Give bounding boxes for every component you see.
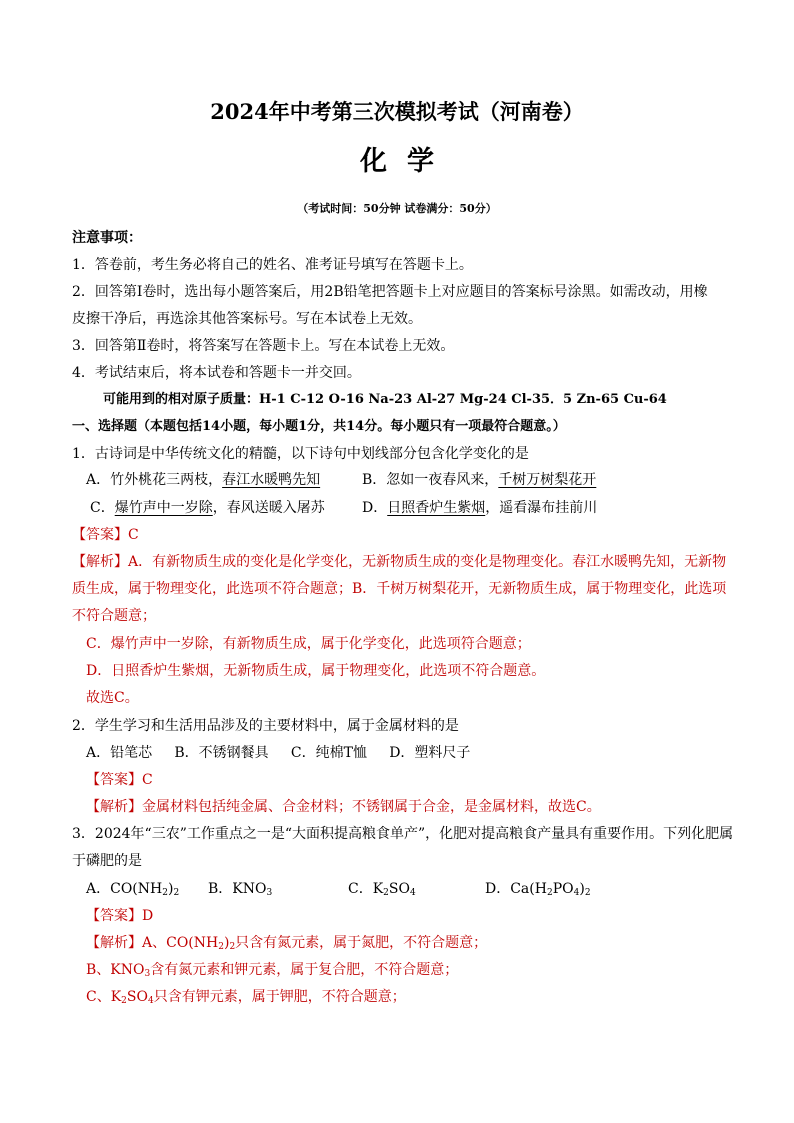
- q1-option-a: A．竹外桃花三两枝，春江水暖鸭先知: [86, 472, 321, 488]
- q1-option-c: C．爆竹声中一岁除，春风送暖入屠苏: [90, 500, 325, 516]
- q2-explanation: 【解析】金属材料包括纯金属、合金材料；不锈钢属于合金，是金属材料，故选C。: [86, 799, 601, 815]
- q3-explanation-line1: 【解析】A、$CO(NH_2)_2$只含有氮元素，属于氮肥，不符合题意；: [86, 935, 488, 952]
- q3-option-b: B．$KNO_3$: [208, 881, 273, 898]
- page-title: 2024年中考第三次模拟考试（河南卷）: [210, 99, 584, 124]
- notice-item-2-line2: 皮擦干净后，再选涂其他答案标号。写在本试卷上无效。: [72, 311, 422, 327]
- q1-option-d: D．日照香炉生紫烟，遥看瀑布挂前川: [362, 500, 598, 516]
- notice-item-4: 4．考试结束后，将本试卷和答题卡一并交回。: [72, 365, 361, 381]
- section-heading: 一、选择题（本题包括14小题，每小题1分，共14分。每小题只有一项最符合题意。）: [72, 419, 566, 434]
- q2-options: A．铅笔芯 B．不锈钢餐具 C．纯棉T恤 D．塑料尺子: [86, 745, 471, 761]
- q1-explanation-line5: D．日照香炉生紫烟，无新物质生成，属于物理变化，此选项不符合题意。: [86, 663, 546, 679]
- exam-info: （考试时间：50分钟 试卷满分：50分）: [297, 202, 497, 215]
- atomic-masses: 可能用到的相对原子质量：H-1 C-12 O-16 Na-23 Al-27 Mg-24 Cl-35．5 Zn-65 Cu-64: [103, 392, 667, 407]
- q1-explanation-line4: C．爆竹声中一岁除，有新物质生成，属于化学变化，此选项符合题意；: [86, 636, 531, 652]
- notice-item-3: 3．回答第Ⅱ卷时，将答案写在答题卡上。写在本试卷上无效。: [72, 338, 455, 354]
- q2-stem: 2．学生学习和生活用品涉及的主要材料中，属于金属材料的是: [72, 718, 459, 734]
- notice-item-2-line1: 2．回答第Ⅰ卷时，选出每小题答案后，用2B铅笔把答题卡上对应题目的答案标号涂黑。如需改动，用橡: [72, 284, 708, 300]
- q3-stem-line1: 3．2024年“三农”工作重点之一是“大面积提高粮食单产”，化肥对提高粮食产量具有重要作用。下列化肥属: [72, 826, 734, 842]
- q1-explanation-line6: 故选C。: [86, 690, 139, 706]
- q3-stem-line2: 于磷肥的是: [72, 853, 142, 869]
- q1-option-b: B．忽如一夜春风来，千树万树梨花开: [362, 472, 597, 488]
- q3-option-a: A．$CO(NH_2)_2$: [86, 881, 180, 898]
- q3-explanation-line3: C、$K_2SO_4$只含有钾元素，属于钾肥，不符合题意；: [86, 989, 406, 1006]
- q2-answer: 【答案】C: [86, 772, 153, 788]
- notice-item-1: 1．答卷前，考生务必将自己的姓名、准考证号填写在答题卡上。: [72, 257, 473, 273]
- q3-option-d: D．$Ca(H_2PO_4)_2$: [485, 881, 591, 898]
- q3-option-c: C．$K_2SO_4$: [348, 881, 416, 898]
- q1-answer: 【答案】C: [72, 527, 139, 543]
- subject-title: 化学: [360, 146, 454, 177]
- q3-answer: 【答案】D: [86, 908, 154, 924]
- notice-heading: 注意事项：: [72, 230, 142, 246]
- q3-explanation-line2: B、$KNO_3$含有氮元素和钾元素，属于复合肥，不符合题意；: [86, 962, 459, 979]
- q1-explanation-line1: 【解析】A．有新物质生成的变化是化学变化，无新物质生成的变化是物理变化。春江水暖鸭先知，无新物: [72, 554, 727, 570]
- q1-explanation-line2: 质生成，属于物理变化，此选项不符合题意；B．千树万树梨花开，无新物质生成，属于物理变化，此选项: [72, 581, 727, 597]
- q1-explanation-line3: 不符合题意；: [72, 608, 156, 624]
- q1-stem: 1．古诗词是中华传统文化的精髓，以下诗句中划线部分包含化学变化的是: [72, 446, 529, 462]
